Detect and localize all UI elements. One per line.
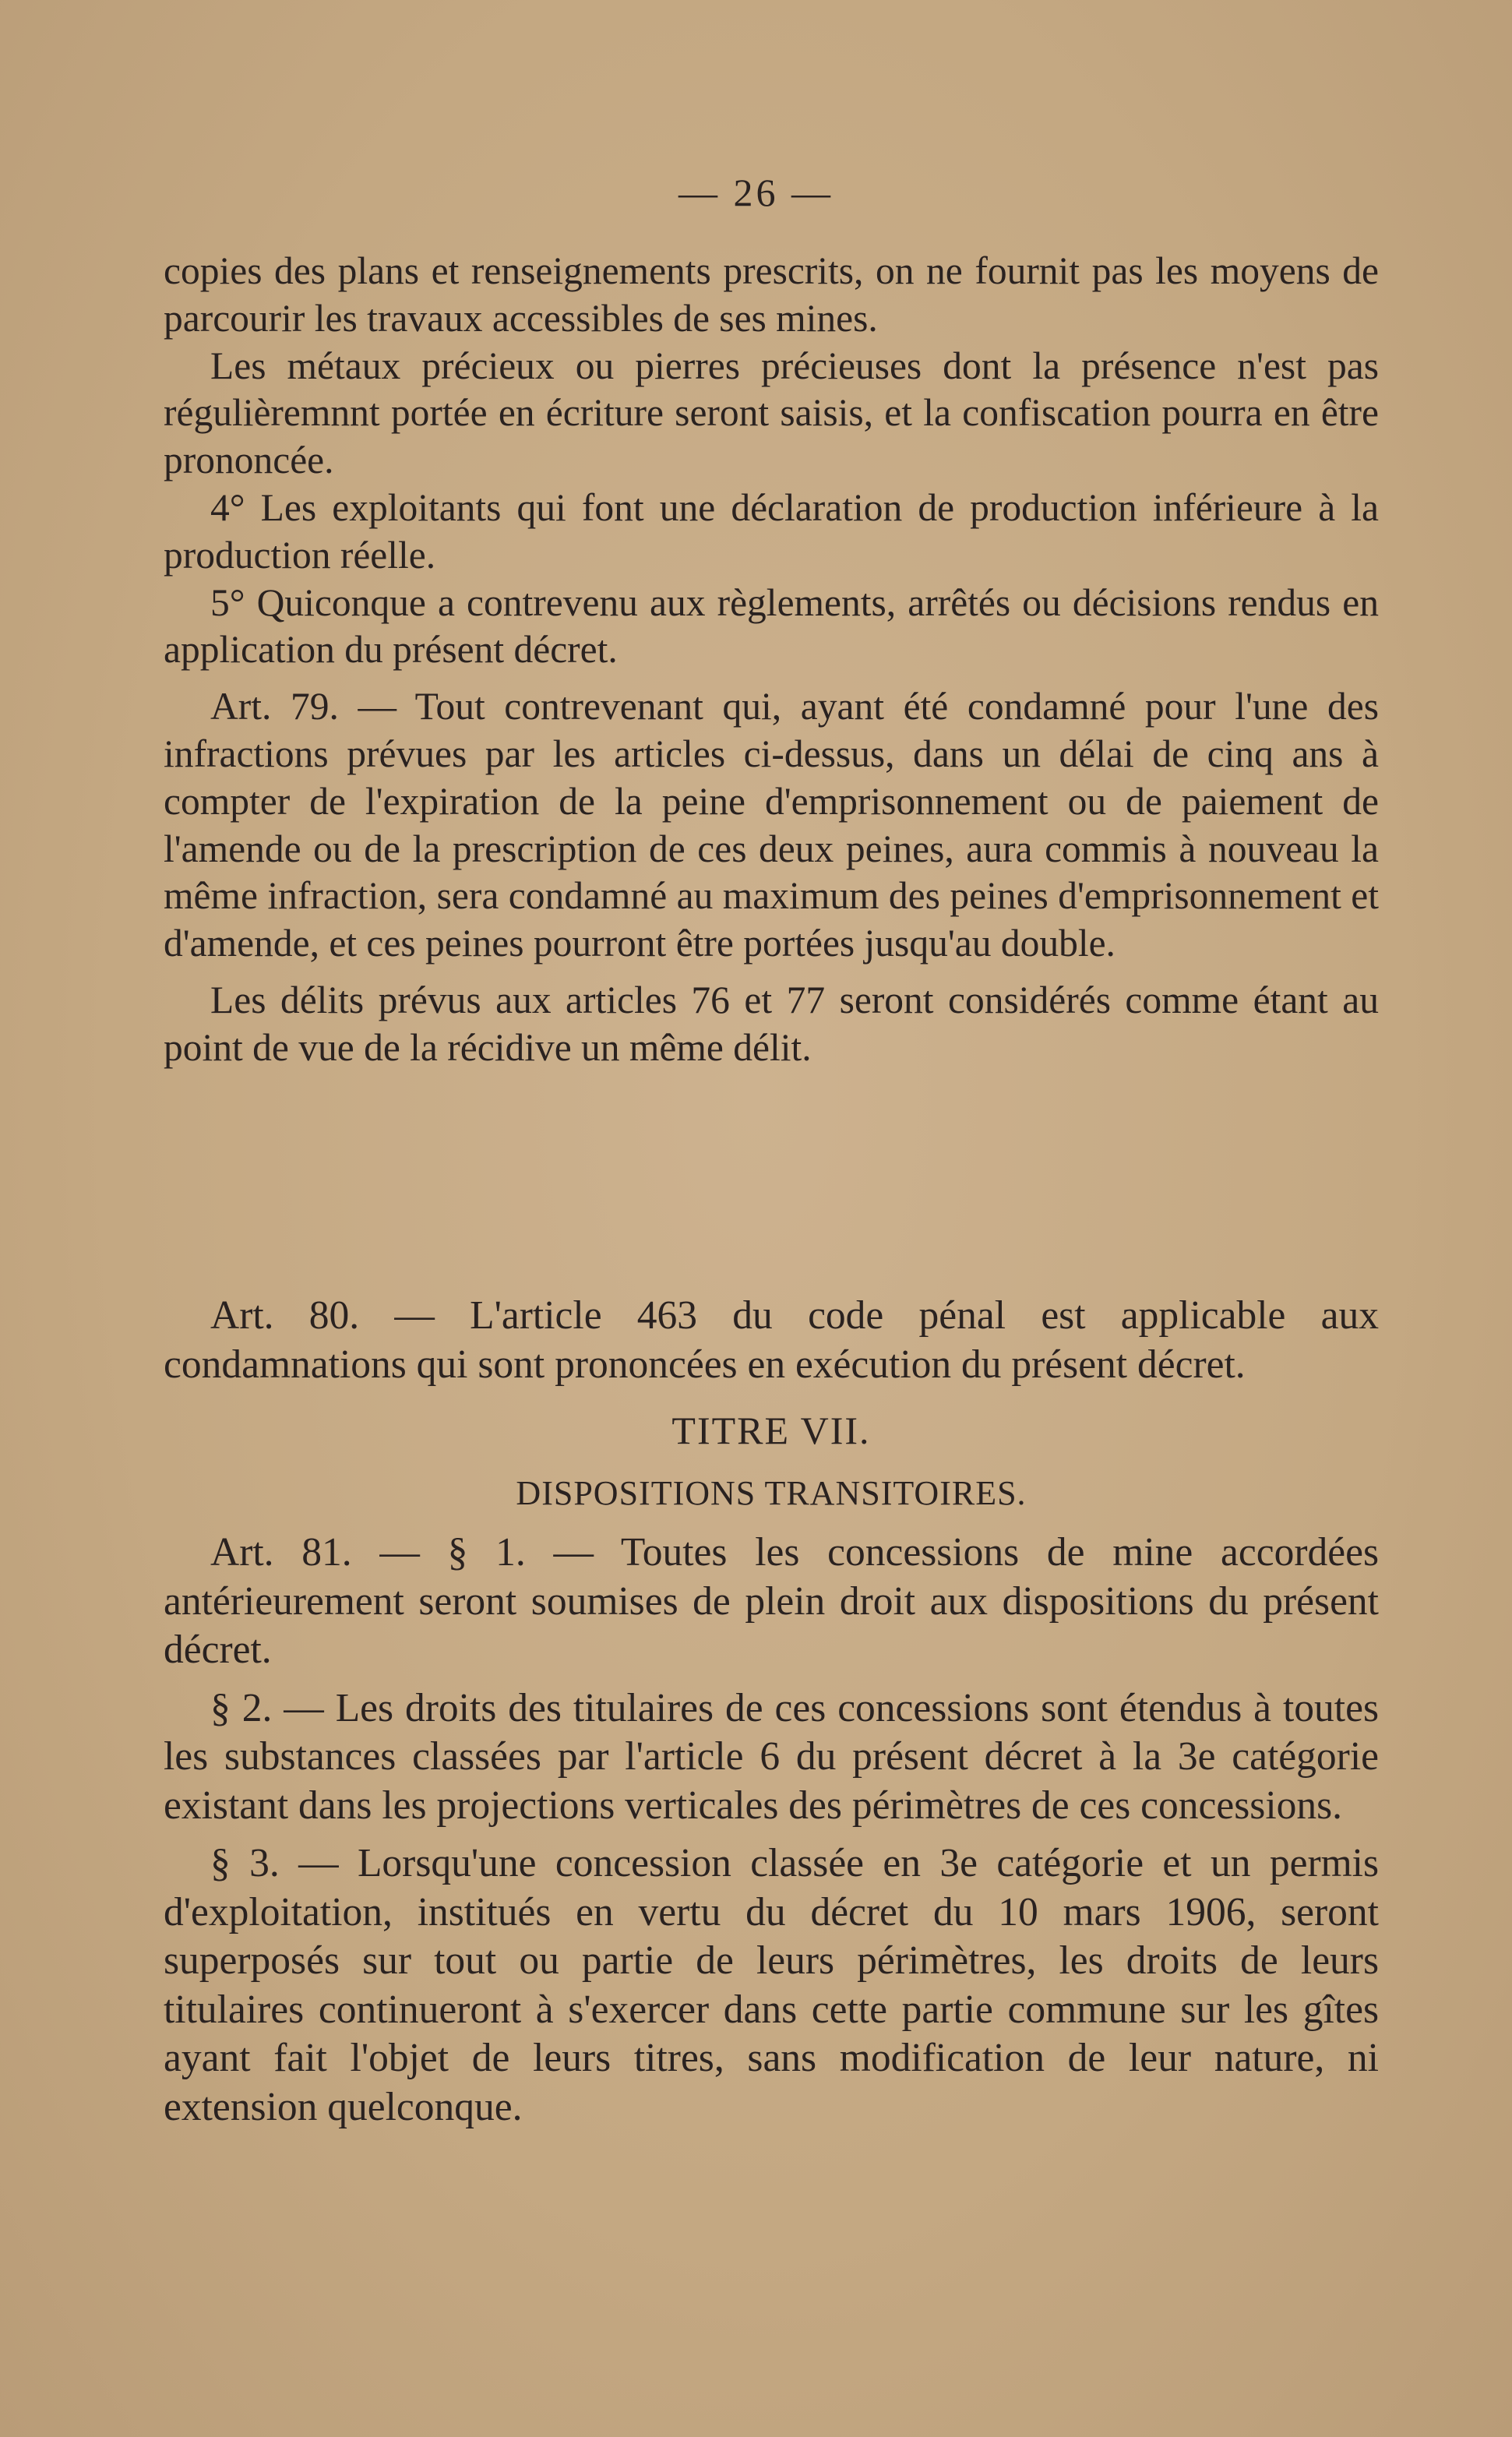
paragraph-art-79: Art. 79. — Tout contrevenant qui, ayant été condamné pour l'une des infractions prévues par les articles ci-dessus, dans un délai de cinq ans à compter de l'expiration de la peine d'emprisonnement ou de paiement de l'amende ou de la prescription de ces deux peines, aura commis à nouveau la même infraction, sera condamné au maximum des peines d'emprisonnement et d'amende, et ces peines pourront être portées jusqu'au double.: [164, 685, 1379, 965]
paragraph-art-81-3: § 3. — Lorsqu'une concession classée en 3e catégorie et un permis d'exploitation, institués en vertu du décret du 10 mars 1906, seront superposés sur tout ou partie de leurs périmètres, les droits de leurs titulaires continueront à s'exercer dans cette partie commune sur les gîtes ayant fait l'objet de leurs titres, sans modification de leur nature, ni extension quelconque.: [164, 1841, 1379, 2129]
paragraph-item-5: 5° Quiconque a contrevenu aux règlements, arrêtés ou décisions rendus en application du présent décret.: [164, 580, 1379, 672]
paragraph-art-81-1: Art. 81. — § 1. — Toutes les concessions de mine accordées antérieurement seront soumises de plein droit aux dispositions du présent décret.: [164, 1530, 1379, 1672]
paragraph-metaux: Les métaux précieux ou pierres précieuses dont la présence n'est pas régulièremnnt portée en écriture seront saisis, et la confiscation pourra en être prononcée.: [164, 344, 1379, 482]
text-block-upper: [164, 248, 1379, 1072]
text-block-lower: [164, 1292, 1379, 2132]
paragraph-delits: Les délits prévus aux articles 76 et 77 seront considérés comme étant au point de vue de la récidive un même délit.: [164, 978, 1379, 1069]
paragraph-art-80: Art. 80. — L'article 463 du code pénal est applicable aux condamnations qui sont prononcées en exécution du présent décret.: [164, 1293, 1379, 1387]
section-subtitle: DISPOSITIONS TRANSITOIRES.: [516, 1473, 1027, 1512]
section-title: TITRE VII.: [671, 1409, 871, 1452]
page-number: — 26 —: [678, 171, 834, 214]
paragraph-continuation: copies des plans et renseignements prescrits, on ne fournit pas les moyens de parcourir les travaux accessibles de ses mines.: [164, 249, 1379, 340]
paragraph-art-81-2: § 2. — Les droits des titulaires de ces concessions sont étendus à toutes les substances classées par l'article 6 du présent décret à la 3e catégorie existant dans les projections verticales des périmètres de ces concessions.: [164, 1685, 1379, 1828]
paragraph-item-4: 4° Les exploitants qui font une déclaration de production inférieure à la production réelle.: [164, 485, 1379, 577]
